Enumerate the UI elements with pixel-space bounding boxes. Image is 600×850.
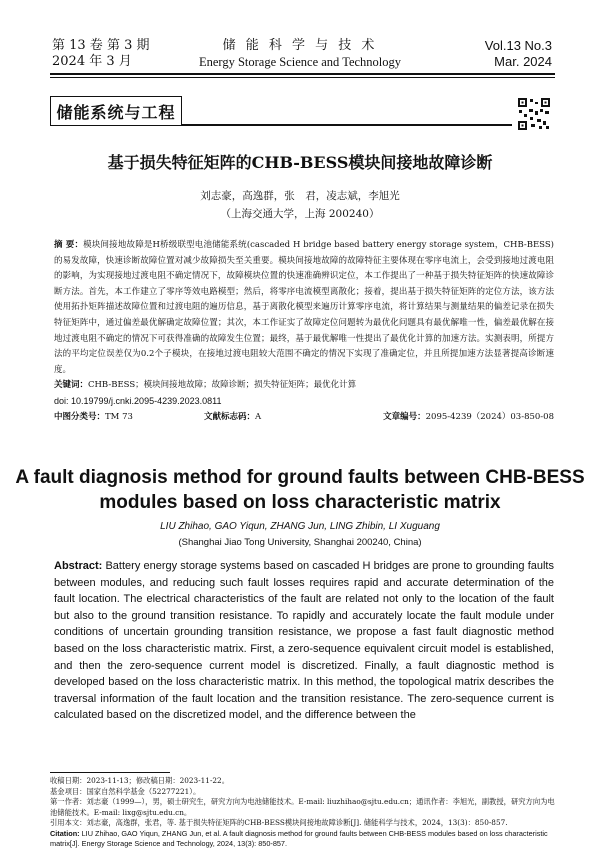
abstract-cn (54, 238, 554, 426)
volume-issue-en (485, 38, 552, 70)
journal-name-cn: 储 能 科 学 与 技 术 (222, 38, 378, 53)
keywords-cn (54, 378, 554, 394)
footnotes (50, 776, 555, 850)
header-rule-thin (50, 77, 555, 78)
volume-line-en: Vol.13 No.3 (484, 38, 552, 53)
section-rule (182, 124, 512, 126)
class-no-value: TM 73 (105, 411, 133, 422)
footnote-rule (50, 772, 170, 773)
authors-en: LIU Zhihao, GAO Yiqun, ZHANG Jun, LING Zhibin, LI Xuguang (160, 521, 440, 532)
section-label: 储能系统与工程 (50, 96, 182, 126)
footnote-citation-en (50, 829, 555, 850)
title-en: A fault diagnosis method for ground faults between CHB-BESS modules based on loss characteristic matrix (15, 467, 585, 513)
abstract-en (54, 558, 554, 724)
article-no-value: 2095-4239（2024）03-850-08 (425, 411, 554, 422)
title-cn: 基于损失特征矩阵的CHB-BESS模块间接地故障诊断 (107, 153, 493, 172)
affiliation-cn: （上海交通大学，上海 200240） (220, 208, 380, 220)
authors-cn: 刘志豪，高逸群，张 君，凌志斌，李旭光 (200, 190, 400, 202)
abstract-cn-text: 模块间接地故障是H桥级联型电池储能系统(cascaded H bridge based battery energy storage system，CHB-BESS)的易发故障，快速诊断故障位置对减少故障损失至关重要。模块间接地故障的故障特征主要体现在零序电流上，会受到接地过渡电阻的影响，为实现接地过渡电阻不确定情况下，故障模块位置的快速准确辨识定位，本工作提出了一种基于损失特征矩阵的快速故障诊断方法。首先，本工作建立了零序等效电路模型；然后，将零序电流模型离散化；接着，提出基于损失特征矩阵的定位方法，该方法使用拓扑矩阵描述故障位置和过渡电阻的遍历信息，基于离散化模型来遍历计算零序电流，将计算结果与测量结果的偏差记录在损失特征矩阵中，通过偏差最优解确定故障位置；其次，本工作证实了故障定位问题转为最优化问题具有最优解唯一性，偏差最优解在接地过渡电阻不确定的情况下可获得准确的故障发生位置；最终，基于最优解唯一性提出了最优化计算的加速方法。实测表明，所提方法的平均定位误差仅为0.2个子模块，在接地过渡电阻较大范围不确定的情况下实现了准确定位，并且所提加速方法显著提高诊断速度。 (54, 240, 554, 375)
footnote-fund: 基金项目：国家自然科学基金（52277221）。 (50, 786, 201, 796)
doc-code-label: 文献标志码： (204, 411, 256, 422)
class-no-label: 中图分类号： (54, 411, 106, 422)
doc-code-value: A (255, 411, 262, 422)
classification-row (54, 410, 554, 426)
doi: doi: 10.19799/j.cnki.2095-4239.2023.0811 (54, 395, 222, 406)
abstract-cn-label: 摘 要： (54, 240, 84, 250)
citation-text: LIU Zhihao, GAO Yiqun, ZHANG Jun, et al. A fault diagnosis method for ground faults between CHB-BESS modules based on loss characteristic matrix[J]. Energy Storage Science and Technology, 2024, 13(3): 850-857. (50, 828, 548, 848)
volume-line: 第 13 卷 第 3 期 (52, 38, 150, 53)
date-line-en: Mar. 2024 (494, 54, 552, 69)
journal-name-en: Energy Storage Science and Technology (198, 55, 402, 69)
keywords-cn-label: 关键词： (54, 380, 89, 391)
footnote-author: 第一作者：刘志豪（1999—），男，硕士研究生，研究方向为电池储能技术。E-mail: liuzhihao@sjtu.edu.cn；通讯作者：李旭光，副教授，研究方向为电池储能技术。E-mail: lixg@sjtu.edu.cn。 (50, 797, 555, 817)
date-line-cn: 2024 年 3 月 (52, 54, 132, 69)
article-no-label: 文章编号： (383, 411, 426, 422)
abstract-en-label: Abstract: (54, 560, 103, 572)
keywords-cn-text: CHB-BESS；模块间接地故障；故障诊断；损失特征矩阵；最优化计算 (88, 380, 357, 391)
footnote-received: 收稿日期：2023-11-13；修改稿日期：2023-11-22。 (50, 776, 230, 785)
abstract-en-text: Battery energy storage systems based on cascaded H bridges are prone to grounding faults between modules, and reducing such fault losses requires rapid and accurate determination of the fault location. The electrical characteristics of the fault are related not only to the location of the fault but also to the ground transition resistance. To rapidly and accurately locate the fault module under conditions of uncertain grounding transition resistance, we propose a fast fault diagnostic method based on the loss characteristic matrix. First, a zero-sequence equivalent circuit model is established, and then the zero-sequence current model is discretized. Finally, a fault diagnostic method is developed based on the loss characteristic matrix. In this method, the topological matrix describes the traversal information of the fault location and the transition resistance. The zero-sequence current is calculated based on the discretized model, and the difference between the (54, 560, 554, 722)
citation-label: Citation: (50, 828, 80, 838)
qr-code-icon (517, 97, 551, 131)
affiliation-en: (Shanghai Jiao Tong University, Shanghai 200240, China) (178, 537, 422, 548)
header-rule (50, 73, 555, 75)
footnote-cite-cn: 引用本文：刘志豪，高逸群，张君，等. 基于损失特征矩阵的CHB-BESS模块间接地故障诊断[J]. 储能科学与技术，2024，13(3)：850-857. (50, 818, 508, 827)
